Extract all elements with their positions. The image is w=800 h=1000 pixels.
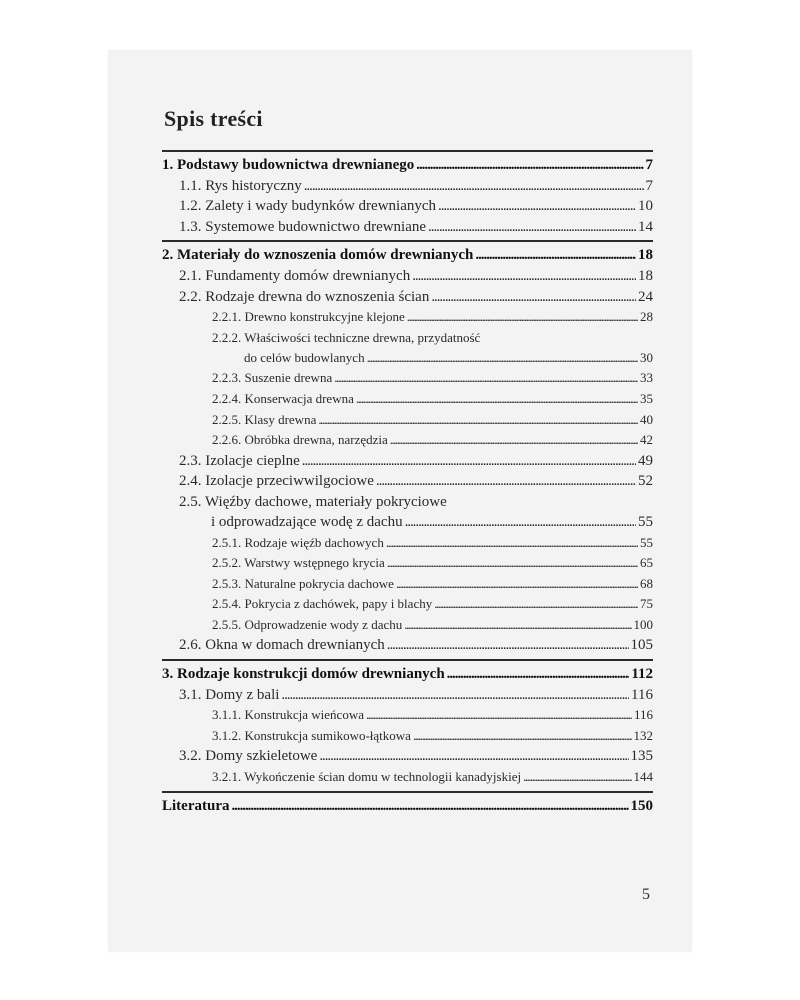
toc-entry-label: do celów budowlanych	[244, 349, 365, 365]
toc-entry-label: 2.5.1. Rodzaje więźb dachowych	[212, 534, 384, 550]
toc-page-number: 135	[630, 748, 653, 765]
toc-entry-label: 2.2.5. Klasy drewna	[212, 411, 317, 427]
toc-page-number: 132	[633, 727, 653, 743]
toc-chapter-row	[162, 155, 653, 176]
toc-page-number: 68	[640, 575, 653, 591]
dot-leader	[428, 217, 636, 238]
toc-entry-row	[162, 615, 653, 636]
toc-entry-label: 1.1. Rys historyczny	[179, 177, 302, 194]
toc-section	[162, 659, 653, 791]
toc-entry-row	[162, 685, 653, 706]
toc-page-number: 75	[640, 596, 653, 612]
toc-entry-label: 2.2.6. Obróbka drewna, narzędzia	[212, 432, 388, 448]
dot-leader	[523, 767, 631, 788]
toc-entry-label: 2.2.2. Właściwości techniczne drewna, przydatność	[212, 329, 481, 345]
toc-entry-row	[162, 348, 653, 369]
dot-leader	[407, 307, 638, 328]
dot-leader	[412, 266, 636, 287]
dot-leader	[413, 726, 632, 747]
toc-entry-row	[162, 574, 653, 595]
dot-leader	[304, 176, 644, 197]
table-of-contents	[162, 150, 653, 819]
toc-entry-row	[162, 287, 653, 308]
dot-leader	[366, 705, 632, 726]
toc-section	[162, 150, 653, 240]
toc-entry-label: 3.1. Domy z bali	[179, 686, 280, 703]
dot-leader	[438, 196, 636, 217]
toc-page-number: 18	[638, 247, 653, 264]
toc-entry-label: 2.3. Izolacje cieplne	[179, 452, 300, 469]
toc-page-number: 14	[638, 218, 653, 235]
toc-page-number: 42	[640, 432, 653, 448]
toc-page-number: 55	[638, 513, 653, 530]
toc-entry-label: 2.4. Izolacje przeciwwilgociowe	[179, 473, 374, 490]
toc-entry-label: i odprowadzające wodę z dachu	[211, 513, 403, 530]
toc-page-number: 52	[638, 473, 653, 490]
toc-entry-label: 2.2. Rodzaje drewna do wznoszenia ścian	[179, 288, 430, 305]
dot-leader	[302, 451, 636, 472]
toc-entry-label: 2.2.3. Suszenie drewna	[212, 370, 333, 386]
toc-entry-label: 1.2. Zalety i wady budynków drewnianych	[179, 198, 437, 215]
toc-chapter-row	[162, 796, 653, 817]
toc-page-number: 18	[638, 267, 653, 284]
toc-page-number: 33	[640, 370, 653, 386]
toc-entry-label: 1. Podstawy budownictwa drewnianego	[162, 157, 415, 173]
toc-entry-row	[162, 266, 653, 287]
toc-page-number: 40	[640, 411, 653, 427]
dot-leader	[376, 471, 636, 492]
dot-leader	[334, 368, 638, 389]
toc-entry-row	[162, 389, 653, 410]
toc-entry-row	[162, 471, 653, 492]
toc-entry-label: 2.5.3. Naturalne pokrycia dachowe	[212, 575, 394, 591]
toc-chapter-row	[162, 245, 653, 266]
toc-entry-row	[162, 176, 653, 197]
toc-page-number: 30	[640, 349, 653, 365]
dot-leader	[356, 389, 638, 410]
toc-entry-label: 2.1. Fundamenty domów drewnianych	[179, 267, 411, 284]
toc-entry-row	[162, 512, 653, 533]
toc-entry-row	[162, 368, 653, 389]
toc-page-number: 105	[630, 637, 653, 654]
toc-entry-row	[162, 635, 653, 656]
toc-entry-label: 2. Materiały do wznoszenia domów drewnianych	[162, 247, 474, 264]
dot-leader	[416, 155, 643, 176]
toc-chapter-row	[162, 664, 653, 685]
toc-entry-row	[162, 746, 653, 767]
toc-entry-row	[162, 533, 653, 554]
dot-leader	[319, 746, 628, 767]
toc-page-number: 116	[633, 707, 653, 723]
toc-entry-row	[162, 705, 653, 726]
dot-leader	[431, 287, 636, 308]
dot-leader	[396, 574, 638, 595]
toc-entry-row	[162, 307, 653, 328]
toc-entry-label: 2.2.1. Drewno konstrukcyjne klejone	[212, 309, 405, 325]
dot-leader	[387, 553, 638, 574]
dot-leader	[231, 796, 628, 817]
toc-page-number: 7	[645, 177, 653, 194]
toc-entry-label: Literatura	[162, 797, 230, 814]
toc-entry-row	[162, 196, 653, 217]
toc-page-number: 55	[640, 534, 653, 550]
toc-page-number: 24	[638, 288, 653, 305]
toc-page-number: 7	[645, 157, 653, 173]
dot-leader	[318, 410, 638, 431]
dot-leader	[447, 664, 630, 685]
toc-entry-label: 3.2.1. Wykończenie ścian domu w technologii kanadyjskiej	[212, 769, 522, 785]
toc-section	[162, 791, 653, 820]
page-title: Spis treści	[164, 106, 263, 131]
toc-page-number: 49	[638, 452, 653, 469]
toc-entry-label: 1.3. Systemowe budownictwo drewniane	[179, 218, 427, 235]
toc-entry-row	[162, 328, 653, 348]
toc-entry-label: 2.5.5. Odprowadzenie wody z dachu	[212, 616, 403, 632]
toc-page-number: 116	[631, 686, 653, 703]
dot-leader	[367, 348, 638, 369]
toc-entry-row	[162, 767, 653, 788]
dot-leader	[387, 635, 629, 656]
dot-leader	[281, 685, 629, 706]
dot-leader	[405, 512, 636, 533]
dot-leader	[434, 594, 638, 615]
toc-entry-row	[162, 451, 653, 472]
toc-entry-row	[162, 492, 653, 512]
toc-section	[162, 240, 653, 659]
toc-entry-label: 3. Rodzaje konstrukcji domów drewnianych	[162, 666, 445, 683]
toc-page-number: 144	[633, 769, 653, 785]
toc-entry-row	[162, 726, 653, 747]
toc-page-number: 150	[630, 797, 653, 814]
toc-entry-label: 3.1.2. Konstrukcja sumikowo-łątkowa	[212, 727, 411, 743]
toc-page-number: 10	[638, 198, 653, 215]
toc-entry-row	[162, 594, 653, 615]
toc-entry-label: 2.5.4. Pokrycia z dachówek, papy i blachy	[212, 596, 433, 612]
page-number: 5	[642, 886, 650, 903]
toc-page-number: 100	[633, 616, 653, 632]
dot-leader	[390, 430, 638, 451]
toc-entry-label: 2.5.2. Warstwy wstępnego krycia	[212, 555, 385, 571]
dot-leader	[386, 533, 638, 554]
toc-page-number: 65	[640, 555, 653, 571]
dot-leader	[475, 245, 636, 266]
toc-entry-label: 3.2. Domy szkieletowe	[179, 748, 318, 765]
toc-entry-label: 2.6. Okna w domach drewnianych	[179, 637, 385, 654]
toc-page-number: 28	[640, 309, 653, 325]
toc-entry-label: 2.5. Więźby dachowe, materiały pokryciowe	[179, 493, 447, 510]
toc-entry-label: 3.1.1. Konstrukcja wieńcowa	[212, 707, 364, 723]
toc-entry-row	[162, 553, 653, 574]
toc-entry-label: 2.2.4. Konserwacja drewna	[212, 390, 354, 406]
dot-leader	[404, 615, 631, 636]
toc-entry-row	[162, 217, 653, 238]
toc-entry-row	[162, 430, 653, 451]
toc-page-number: 35	[640, 390, 653, 406]
toc-page-number: 112	[631, 666, 653, 683]
toc-entry-row	[162, 410, 653, 431]
